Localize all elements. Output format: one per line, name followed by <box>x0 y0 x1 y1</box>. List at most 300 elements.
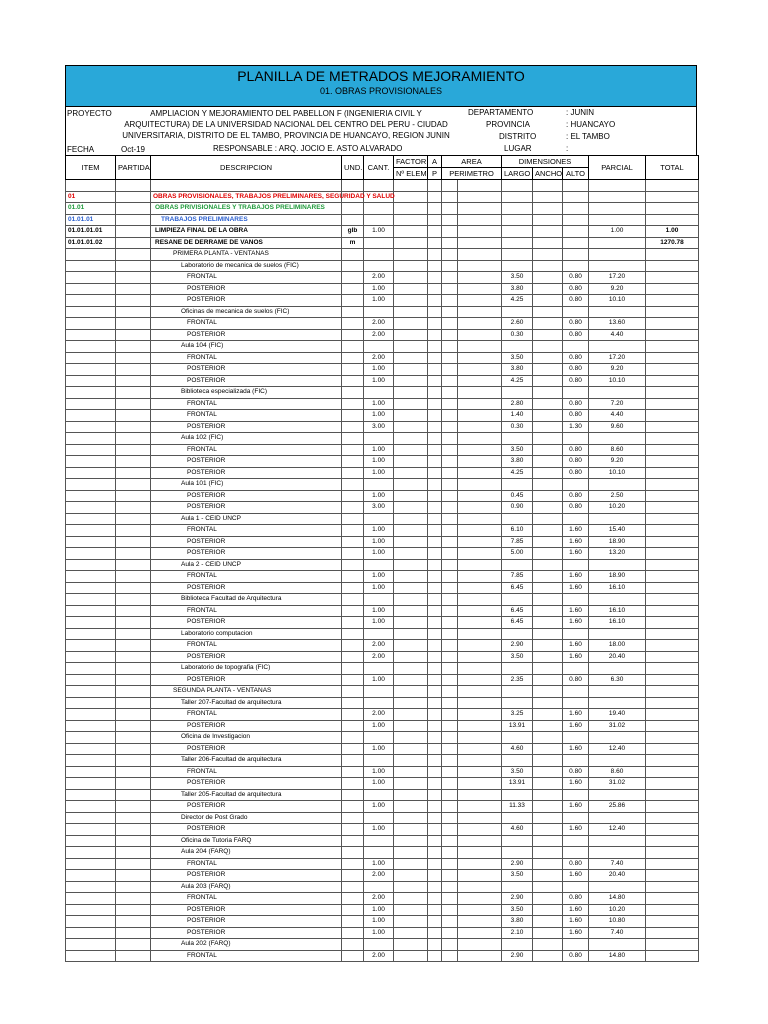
cell-total <box>646 479 699 491</box>
cell-parcial: 18.90 <box>589 571 646 583</box>
cell-p <box>442 755 458 767</box>
header-total: TOTAL <box>646 156 699 180</box>
cell-a <box>428 640 442 652</box>
cell-largo: 2.90 <box>502 640 533 652</box>
cell-descripcion: POSTERIOR <box>151 927 342 939</box>
cell-n-elem <box>394 870 428 882</box>
cell-n-elem <box>394 513 428 525</box>
cell-alto: 0.80 <box>563 364 589 376</box>
cell-a <box>428 697 442 709</box>
cell-p <box>442 226 458 238</box>
cell-ancho <box>533 801 563 813</box>
cell-a <box>428 720 442 732</box>
cell-perimetro <box>458 628 502 640</box>
cell-und <box>342 927 364 939</box>
cell-cant: 1.00 <box>364 536 394 548</box>
cell-p <box>442 778 458 790</box>
cell-ancho <box>533 812 563 824</box>
cell-und <box>342 789 364 801</box>
cell-item <box>66 939 116 951</box>
cell-ancho <box>533 364 563 376</box>
cell-n-elem <box>394 732 428 744</box>
cell-total <box>646 755 699 767</box>
cell-ancho <box>533 306 563 318</box>
cell-cant: 1.00 <box>364 398 394 410</box>
cell-cant <box>364 433 394 445</box>
cell-parcial: 7.20 <box>589 398 646 410</box>
cell-descripcion: FRONTAL <box>151 858 342 870</box>
header-alto: ALTO <box>563 168 589 180</box>
table-row <box>66 801 699 813</box>
cell-partida <box>116 720 151 732</box>
cell-parcial: 31.02 <box>589 778 646 790</box>
cell-n-elem <box>394 628 428 640</box>
cell-cant: 3.00 <box>364 502 394 514</box>
cell-descripcion: POSTERIOR <box>151 283 342 295</box>
cell-descripcion: FRONTAL <box>151 410 342 422</box>
cell-alto: 1.60 <box>563 904 589 916</box>
cell-parcial <box>589 847 646 859</box>
table-row <box>66 502 699 514</box>
cell-a <box>428 927 442 939</box>
cell-und <box>342 306 364 318</box>
cell-item <box>66 835 116 847</box>
cell-p <box>442 582 458 594</box>
cell-item <box>66 456 116 468</box>
cell-ancho <box>533 893 563 905</box>
cell-total <box>646 467 699 479</box>
department-value: : JUNIN <box>566 108 594 117</box>
cell-largo: 0.30 <box>502 421 533 433</box>
cell-perimetro <box>458 916 502 928</box>
cell-item <box>66 709 116 721</box>
cell-n-elem <box>394 927 428 939</box>
cell-alto: 1.60 <box>563 824 589 836</box>
cell-ancho <box>533 490 563 502</box>
cell-und <box>342 410 364 422</box>
cell-cant <box>364 847 394 859</box>
cell-n-elem <box>394 847 428 859</box>
cell-ancho <box>533 778 563 790</box>
cell-p <box>442 249 458 261</box>
cell-ancho <box>533 295 563 307</box>
cell-total <box>646 801 699 813</box>
cell-largo: 6.45 <box>502 617 533 629</box>
cell-cant: 2.00 <box>364 329 394 341</box>
cell-a <box>428 191 442 203</box>
cell-item <box>66 916 116 928</box>
cell-descripcion: Oficina de Investigacion <box>151 732 342 744</box>
table-row <box>66 571 699 583</box>
cell-p <box>442 559 458 571</box>
cell-perimetro <box>458 490 502 502</box>
cell-n-elem <box>394 387 428 399</box>
cell-n-elem <box>394 605 428 617</box>
cell-und <box>342 720 364 732</box>
cell-alto: 0.80 <box>563 295 589 307</box>
cell-ancho <box>533 318 563 330</box>
cell-n-elem <box>394 260 428 272</box>
cell-cant <box>364 559 394 571</box>
metrados-sheet <box>65 65 697 962</box>
cell-descripcion: POSTERIOR <box>151 490 342 502</box>
cell-parcial <box>589 594 646 606</box>
cell-perimetro <box>458 617 502 629</box>
cell-total <box>646 904 699 916</box>
cell-alto <box>563 237 589 249</box>
cell-a <box>428 364 442 376</box>
cell-perimetro <box>458 904 502 916</box>
table-row <box>66 743 699 755</box>
cell-partida <box>116 249 151 261</box>
cell-a <box>428 329 442 341</box>
table-header <box>66 156 699 180</box>
table-row <box>66 732 699 744</box>
cell-und <box>342 835 364 847</box>
cell-p <box>442 237 458 249</box>
cell-descripcion: FRONTAL <box>151 444 342 456</box>
cell-und <box>342 490 364 502</box>
cell-total <box>646 525 699 537</box>
cell-cant: 1.00 <box>364 916 394 928</box>
cell-total <box>646 318 699 330</box>
cell-total <box>646 766 699 778</box>
cell-cant: 2.00 <box>364 651 394 663</box>
cell-a <box>428 743 442 755</box>
cell-item <box>66 536 116 548</box>
cell-item <box>66 525 116 537</box>
table-row <box>66 536 699 548</box>
cell-alto <box>563 628 589 640</box>
cell-total <box>646 456 699 468</box>
cell-alto <box>563 249 589 261</box>
cell-a <box>428 870 442 882</box>
cell-perimetro <box>458 410 502 422</box>
cell-perimetro <box>458 755 502 767</box>
cell-parcial: 10.20 <box>589 904 646 916</box>
cell-descripcion: LIMPIEZA FINAL DE LA OBRA <box>151 226 342 238</box>
cell-parcial: 10.80 <box>589 916 646 928</box>
cell-largo <box>502 755 533 767</box>
cell-perimetro <box>458 559 502 571</box>
cell-n-elem <box>394 939 428 951</box>
cell-largo: 3.50 <box>502 904 533 916</box>
cell-ancho <box>533 525 563 537</box>
table-row <box>66 904 699 916</box>
cell-ancho <box>533 398 563 410</box>
cell-partida <box>116 916 151 928</box>
cell-alto: 0.80 <box>563 893 589 905</box>
cell-ancho <box>533 640 563 652</box>
cell-n-elem <box>394 789 428 801</box>
cell-alto <box>563 847 589 859</box>
cell-ancho <box>533 628 563 640</box>
table-row <box>66 893 699 905</box>
table-row <box>66 272 699 284</box>
cell-a <box>428 295 442 307</box>
department-label: DEPARTAMENTO <box>468 108 534 117</box>
cell-cant <box>364 341 394 353</box>
cell-largo <box>502 260 533 272</box>
cell-cant: 1.00 <box>364 571 394 583</box>
cell-a <box>428 916 442 928</box>
cell-parcial <box>589 881 646 893</box>
cell-alto: 0.80 <box>563 283 589 295</box>
cell-p <box>442 490 458 502</box>
cell-descripcion: Biblioteca Facultad de Arquitectura <box>151 594 342 606</box>
cell-und: glb <box>342 226 364 238</box>
cell-parcial <box>589 203 646 215</box>
cell-n-elem <box>394 502 428 514</box>
cell-item <box>66 812 116 824</box>
cell-parcial: 6.30 <box>589 674 646 686</box>
cell-descripcion: Aula 1 - CEID UNCP <box>151 513 342 525</box>
cell-alto: 1.60 <box>563 640 589 652</box>
cell-partida <box>116 444 151 456</box>
cell-n-elem <box>394 858 428 870</box>
cell-und <box>342 559 364 571</box>
cell-partida <box>116 904 151 916</box>
cell-item: 01.01 <box>66 203 116 215</box>
header-largo: LARGO <box>502 168 533 180</box>
cell-largo <box>502 594 533 606</box>
cell-total <box>646 571 699 583</box>
table-row <box>66 214 699 226</box>
table-row <box>66 479 699 491</box>
cell-total <box>646 582 699 594</box>
cell-a <box>428 456 442 468</box>
cell-alto: 1.60 <box>563 743 589 755</box>
cell-largo: 1.40 <box>502 410 533 422</box>
cell-p <box>442 651 458 663</box>
cell-alto: 0.80 <box>563 318 589 330</box>
cell-a <box>428 766 442 778</box>
responsible: RESPONSABLE : ARQ. JOCIO E. ASTO ALVARADO <box>213 144 403 153</box>
table-row <box>66 548 699 560</box>
cell-descripcion: POSTERIOR <box>151 617 342 629</box>
cell-perimetro <box>458 548 502 560</box>
cell-cant <box>364 732 394 744</box>
spacer-row <box>66 180 699 192</box>
cell-n-elem <box>394 881 428 893</box>
place-value: : <box>566 144 569 153</box>
cell-item <box>66 559 116 571</box>
cell-und <box>342 203 364 215</box>
cell-total <box>646 950 699 962</box>
cell-ancho <box>533 697 563 709</box>
cell-und <box>342 548 364 560</box>
cell-item <box>66 720 116 732</box>
cell-largo <box>502 214 533 226</box>
cell-ancho <box>533 260 563 272</box>
cell-und <box>342 824 364 836</box>
cell-n-elem <box>394 456 428 468</box>
cell-largo <box>502 249 533 261</box>
cell-partida <box>116 663 151 675</box>
cell-alto: 0.80 <box>563 352 589 364</box>
cell-a <box>428 881 442 893</box>
cell-und <box>342 260 364 272</box>
cell-p <box>442 283 458 295</box>
cell-und <box>342 352 364 364</box>
cell-p <box>442 341 458 353</box>
cell-parcial <box>589 939 646 951</box>
cell-und <box>342 249 364 261</box>
cell-ancho <box>533 766 563 778</box>
cell-cant: 2.00 <box>364 893 394 905</box>
cell-a <box>428 444 442 456</box>
cell-total <box>646 812 699 824</box>
table-row <box>66 433 699 445</box>
cell-p <box>442 824 458 836</box>
cell-descripcion: Aula 204 (FARQ) <box>151 847 342 859</box>
cell-und <box>342 375 364 387</box>
table-row <box>66 605 699 617</box>
cell-partida <box>116 295 151 307</box>
cell-item <box>66 283 116 295</box>
project-info <box>65 107 697 155</box>
cell-ancho <box>533 605 563 617</box>
header-descripcion: DESCRIPCION <box>151 156 342 180</box>
cell-und <box>342 939 364 951</box>
cell-p <box>442 709 458 721</box>
cell-alto: 0.80 <box>563 858 589 870</box>
cell-alto: 0.80 <box>563 502 589 514</box>
cell-p <box>442 605 458 617</box>
header-partida: PARTIDA <box>116 156 151 180</box>
cell-p <box>442 306 458 318</box>
cell-ancho <box>533 249 563 261</box>
cell-perimetro <box>458 203 502 215</box>
cell-partida <box>116 778 151 790</box>
cell-a <box>428 812 442 824</box>
cell-ancho <box>533 927 563 939</box>
cell-largo: 11.33 <box>502 801 533 813</box>
cell-item: 01.01.01 <box>66 214 116 226</box>
cell-p <box>442 329 458 341</box>
cell-partida <box>116 352 151 364</box>
cell-alto: 0.80 <box>563 467 589 479</box>
cell-p <box>442 513 458 525</box>
cell-a <box>428 858 442 870</box>
cell-perimetro <box>458 249 502 261</box>
cell-ancho <box>533 559 563 571</box>
cell-a <box>428 789 442 801</box>
cell-a <box>428 226 442 238</box>
cell-total <box>646 490 699 502</box>
header-factor: FACTOR <box>394 156 428 168</box>
cell-parcial <box>589 479 646 491</box>
cell-item <box>66 433 116 445</box>
cell-und <box>342 283 364 295</box>
table-row <box>66 410 699 422</box>
cell-perimetro <box>458 283 502 295</box>
cell-total <box>646 375 699 387</box>
cell-perimetro <box>458 835 502 847</box>
cell-item <box>66 755 116 767</box>
cell-largo <box>502 513 533 525</box>
cell-item: 01.01.01.01 <box>66 226 116 238</box>
cell-p <box>442 939 458 951</box>
cell-largo <box>502 663 533 675</box>
cell-cant: 1.00 <box>364 904 394 916</box>
cell-perimetro <box>458 858 502 870</box>
cell-perimetro <box>458 191 502 203</box>
cell-und <box>342 571 364 583</box>
cell-parcial: 31.02 <box>589 720 646 732</box>
cell-item <box>66 571 116 583</box>
cell-a <box>428 536 442 548</box>
cell-perimetro <box>458 513 502 525</box>
cell-partida <box>116 364 151 376</box>
cell-a <box>428 490 442 502</box>
cell-total <box>646 410 699 422</box>
cell-partida <box>116 433 151 445</box>
cell-largo <box>502 559 533 571</box>
cell-und <box>342 743 364 755</box>
cell-ancho <box>533 421 563 433</box>
cell-a <box>428 824 442 836</box>
cell-parcial <box>589 341 646 353</box>
cell-cant <box>364 835 394 847</box>
cell-ancho <box>533 881 563 893</box>
cell-ancho <box>533 720 563 732</box>
cell-n-elem <box>394 743 428 755</box>
cell-und <box>342 801 364 813</box>
project-text: AMPLIACION Y MEJORAMIENTO DEL PABELLON F (INGENIERIA CIVIL Y ARQUITECTURA) DE LA UNIVERSIDAD NACIONAL DEL CENTRO DEL PERU - CIUDAD UNIVERSITARIA, DISTRITO DE EL TAMBO, PROVINCIA DE HUANCAYO, REGION JUNIN <box>122 109 450 140</box>
sheet-title: PLANILLA DE METRADOS MEJORAMIENTO <box>237 68 525 84</box>
cell-perimetro <box>458 398 502 410</box>
cell-cant: 1.00 <box>364 801 394 813</box>
cell-cant: 1.00 <box>364 375 394 387</box>
cell-cant <box>364 306 394 318</box>
cell-item <box>66 260 116 272</box>
cell-descripcion: POSTERIOR <box>151 421 342 433</box>
cell-alto: 1.60 <box>563 720 589 732</box>
cell-total <box>646 686 699 698</box>
cell-n-elem <box>394 709 428 721</box>
cell-alto <box>563 559 589 571</box>
cell-largo <box>502 628 533 640</box>
table-row <box>66 375 699 387</box>
cell-partida <box>116 571 151 583</box>
cell-n-elem <box>394 766 428 778</box>
cell-a <box>428 398 442 410</box>
cell-descripcion: POSTERIOR <box>151 801 342 813</box>
cell-perimetro <box>458 329 502 341</box>
cell-parcial <box>589 306 646 318</box>
table-row <box>66 582 699 594</box>
table-row <box>66 341 699 353</box>
cell-cant <box>364 249 394 261</box>
table-row <box>66 283 699 295</box>
cell-partida <box>116 755 151 767</box>
cell-und <box>342 628 364 640</box>
cell-partida <box>116 375 151 387</box>
cell-perimetro <box>458 237 502 249</box>
table-row <box>66 720 699 732</box>
cell-und <box>342 295 364 307</box>
cell-cant <box>364 594 394 606</box>
cell-parcial <box>589 214 646 226</box>
cell-partida <box>116 283 151 295</box>
cell-parcial: 9.20 <box>589 364 646 376</box>
cell-partida <box>116 421 151 433</box>
cell-item <box>66 306 116 318</box>
cell-p <box>442 352 458 364</box>
cell-total <box>646 249 699 261</box>
cell-descripcion: POSTERIOR <box>151 824 342 836</box>
